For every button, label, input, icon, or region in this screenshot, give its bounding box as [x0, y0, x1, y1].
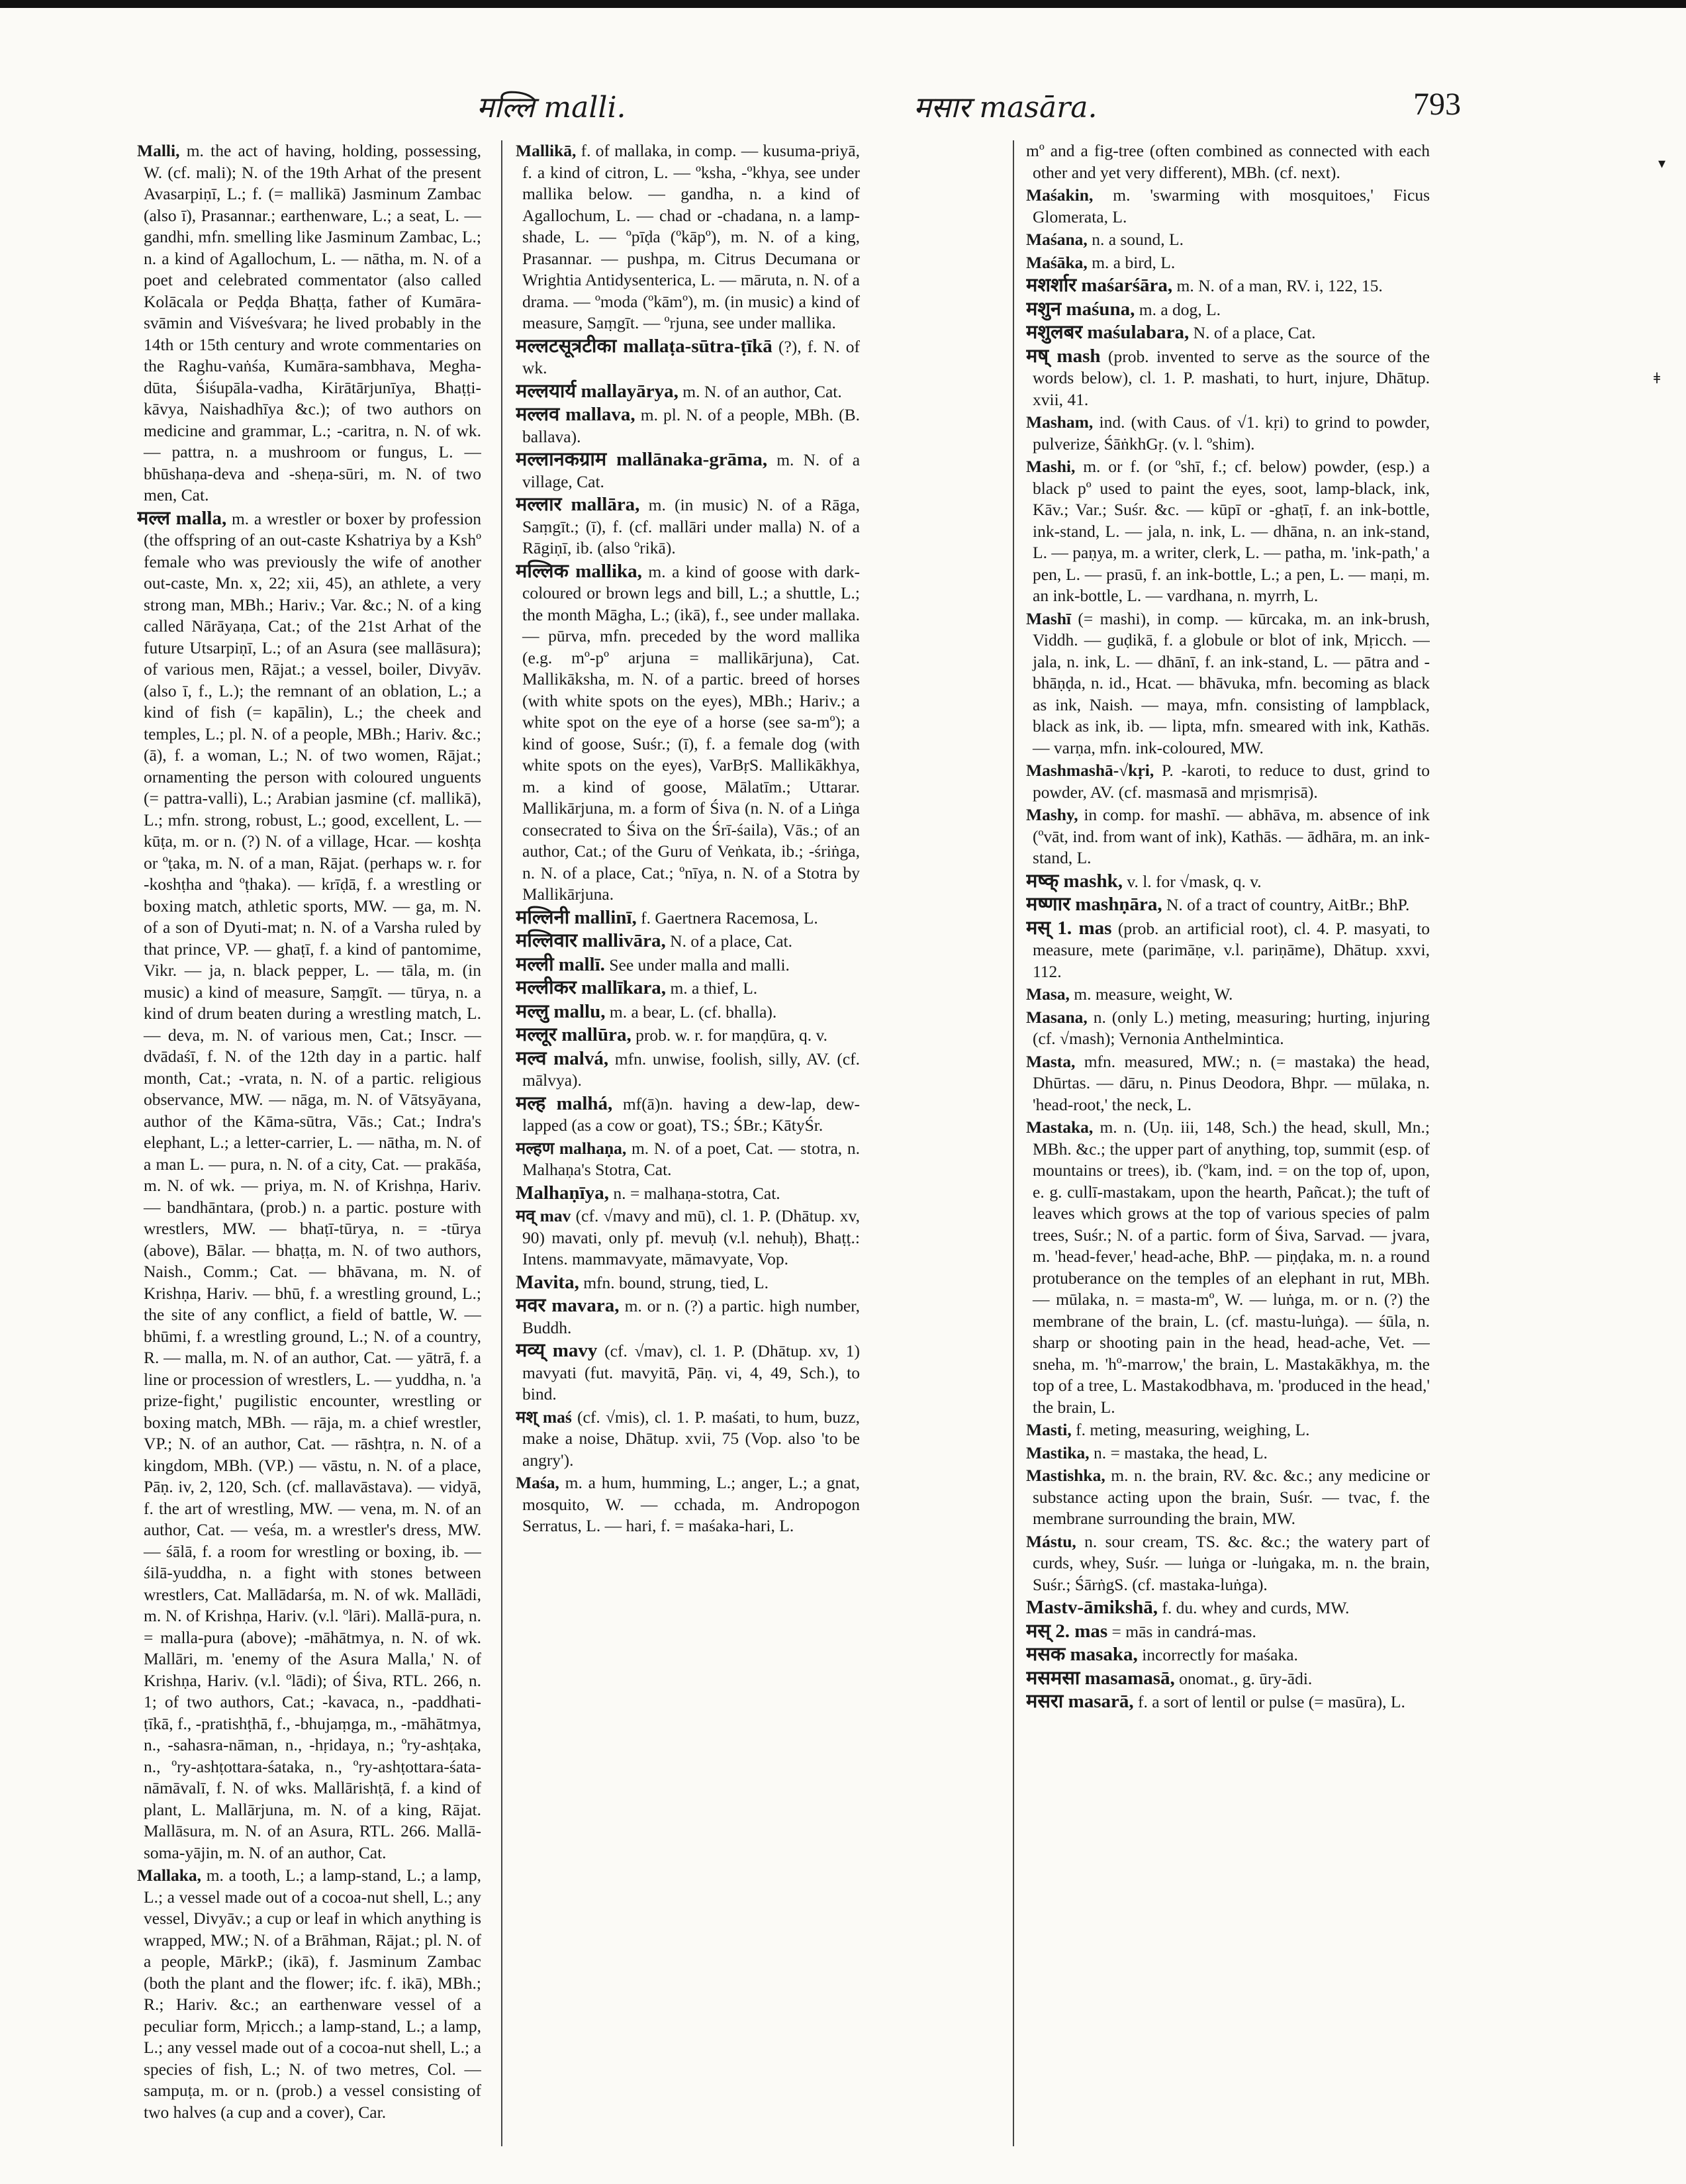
entry-headword: Malhaṇīya, [516, 1182, 609, 1204]
dictionary-entry [516, 140, 860, 334]
entry-headword: Mallikā, [516, 141, 577, 160]
dictionary-entry [1026, 1597, 1430, 1619]
entry-headword: मस् 1. mas [1026, 917, 1112, 939]
dictionary-entry [1026, 608, 1430, 759]
entry-headword: मस् 2. mas [1026, 1620, 1108, 1642]
column-1 [137, 140, 481, 2146]
dictionary-entry [1026, 760, 1430, 803]
entry-headword: मवर mavara, [516, 1295, 620, 1316]
dictionary-entry [516, 977, 860, 1000]
entry-definition: prob. w. r. for maṇḍūra, q. v. [635, 1025, 827, 1045]
dictionary-entry [516, 1340, 860, 1405]
dictionary-entry [137, 508, 481, 1864]
entry-headword: मल्लिनी mallinī, [516, 906, 637, 928]
entry-definition: f. of mallaka, in comp. — kusuma-priyā, f. a kind of citron, L. — ºksha, -ºkhya, see under mallika below. — gandha, n. a kind of Agallochum, L. — chad or -chadana, n. a lamp-shade, L. — ºpīḍa (ºkāpº), m. N. of a king, Prasannar. — pushpa, m. Citrus Decumana or Wrightia Antidysenterica, L. — māruta, n. N. of a drama. — ºmoda (ºkāmº), m. (in music) a kind of measure, Saṃgīt. — ºrjuna, see under mallika. [522, 141, 860, 332]
entry-definition: ind. (with Caus. of √1. kṛi) to grind to powder, pulverize, ŚāṅkhGṛ. (v. l. ºshim). [1033, 412, 1430, 453]
entry-headword: Masa, [1026, 984, 1070, 1004]
entry-definition: m. or n. (?) a partic. high number, Buddh. [522, 1296, 860, 1337]
entry-headword: मशुन maśuna, [1026, 298, 1135, 320]
entry-headword: Malli, [137, 141, 180, 160]
dictionary-entry [1026, 918, 1430, 983]
entry-definition: m. (in music) N. of a Rāga, Saṃgīt.; (ī), f. (cf. mallāri under malla) N. of a Rāgiṇī, ib. (also ºrikā). [522, 495, 860, 557]
entry-headword: Mástu, [1026, 1531, 1076, 1551]
entry-headword: मल्लानकग्राम mallānaka-grāma, [516, 449, 768, 470]
dictionary-entry [516, 449, 860, 493]
dictionary-entry [516, 1024, 860, 1047]
dictionary-entry [516, 1093, 860, 1137]
entry-headword: मल्लव mallava, [516, 404, 635, 425]
dictionary-entry [1026, 1007, 1430, 1050]
entry-definition: (?), f. N. of wk. [522, 336, 860, 377]
dictionary-entry [516, 1206, 860, 1270]
entry-definition: f. Gaertnera Racemosa, L. [641, 908, 818, 927]
page-number: 793 [1413, 87, 1461, 122]
entry-headword: Mashy, [1026, 805, 1078, 824]
dictionary-entry [1026, 871, 1430, 893]
entry-definition: (cf. √mav), cl. 1. P. (Dhātup. xv, 1) mavyati (fut. mavyitā, Pāṇ. vi, 4, 49, Sch.), to bind. [522, 1341, 860, 1403]
dictionary-entry [1026, 275, 1430, 297]
entry-definition: = mās in candrá-mas. [1111, 1621, 1256, 1641]
entry-definition: N. of a place, Cat. [1193, 323, 1316, 342]
entry-definition: onomat., g. ūry-ādi. [1179, 1668, 1313, 1688]
dictionary-entry [1026, 299, 1430, 321]
entry-headword: मल्ह malhá, [516, 1092, 613, 1114]
dictionary-entry [516, 1472, 860, 1537]
entry-headword: Masta, [1026, 1051, 1076, 1071]
dictionary-entry [516, 404, 860, 448]
entry-headword: Maśa, [516, 1473, 559, 1492]
dictionary-entry [1026, 322, 1430, 344]
scan-top-edge [0, 0, 1686, 8]
dictionary-entry [1026, 140, 1430, 183]
column-3 [1026, 140, 1430, 2146]
entry-headword: Maśana, [1026, 230, 1088, 249]
dictionary-entry [516, 561, 860, 906]
dictionary-entry [1026, 229, 1430, 251]
entry-definition: See under malla and malli. [609, 955, 790, 974]
entry-definition: n. = mastaka, the head, L. [1094, 1443, 1268, 1462]
entry-headword: मष् mash [1026, 345, 1101, 367]
column-2 [516, 140, 860, 2146]
entry-headword: मल्व malvá, [516, 1047, 609, 1069]
entry-definition: n. = malhaṇa-stotra, Cat. [613, 1183, 780, 1203]
entry-definition: m. n. the brain, RV. &c. &c.; any medicine or substance acting upon the brain, Suśr. — tvac, f. the membrane surrounding the brain, MW. [1033, 1466, 1430, 1528]
page-header [132, 86, 1461, 132]
entry-headword: मल्लूर mallūra, [516, 1024, 632, 1045]
entry-definition: f. a sort of lentil or pulse (= masūra), L. [1138, 1692, 1405, 1711]
dictionary-entry [516, 954, 860, 976]
entry-definition: m. or f. (or ºshī, f.; cf. below) powder, (esp.) a black pº used to paint the eyes, soot, lamp-black, ink, Kāv.; Var.; Suśr. &c. — kūpī or -ghaṭī, f. an ink-bottle, ink-stand, L. — jala, n. ink, L. — dhāna, n. an ink-stand, L. — paṇya, m. a writer, clerk, L. — patha, m. 'ink-path,' a pen, L. — prasū, f. an ink-bottle, L.; a pen, L. — maṇi, m. an ink-bottle, L. — vardhana, n. myrrh, L. [1033, 457, 1430, 605]
dictionary-entry [516, 1407, 860, 1472]
column-rule-1 [501, 140, 502, 2146]
entry-definition: m. a dog, L. [1139, 299, 1221, 319]
entry-definition: m. N. of a poet, Cat. — stotra, n. Malhaṇa's Stotra, Cat. [522, 1138, 860, 1179]
entry-definition: m. a bird, L. [1092, 252, 1176, 272]
dictionary-entry [1026, 1691, 1430, 1713]
entry-definition: mfn. measured, MW.; n. (= mastaka) the head, Dhūrtas. — dāru, n. Pinus Deodora, Bhpr. — mūlaka, n. 'head-root,' the neck, L. [1033, 1051, 1430, 1114]
dictionary-entry [516, 1001, 860, 1023]
entry-definition: m. N. of a village, Cat. [522, 450, 860, 491]
entry-headword: Mastika, [1026, 1443, 1090, 1462]
entry-definition: n. (only L.) meting, measuring; hurting, injuring (cf. √mash); Vernonia Anthelmintica. [1033, 1007, 1430, 1048]
entry-headword: Mavita, [516, 1271, 579, 1293]
entry-definition: (cf. √mis), cl. 1. P. maśati, to hum, buzz, make a noise, Dhātup. xvii, 75 (Vop. also 'to be angry'). [522, 1407, 860, 1470]
dictionary-entry [1026, 894, 1430, 916]
entry-headword: Mastaka, [1026, 1117, 1094, 1137]
entry-definition: f. du. whey and curds, MW. [1162, 1598, 1350, 1617]
running-head-left: मल्लि malli. [477, 91, 626, 124]
entry-headword: मल्लीकर mallīkara, [516, 977, 667, 998]
dictionary-entry [1026, 1668, 1430, 1690]
entry-headword: Mallaka, [137, 1866, 202, 1885]
entry-definition: n. a sound, L. [1092, 230, 1184, 249]
entry-definition: m. a tooth, L.; a lamp-stand, L.; a lamp, L.; a vessel made out of a cocoa-nut shell, L.; any vessel, Divyāv.; a cup or leaf in which anything is wrapped, MW.; N. of a Brāhman, Rājat.; pl. N. of a people, MārkP.; (ikā), f. Jasminum Zambac (both the plant and the flower; ifc. f. ikā), MBh.; R.; Hariv. &c.; an earthenware vessel of a peculiar form, Mṛicch.; a lamp-stand, L.; a lamp, L.; any vessel made out of a cocoa-nut shell, L.; a species of fish, L.; N. of two metres, Col. — sampuṭa, m. or n. (prob.) a vessel consisting of two halves (a cup and a cover), Car. [144, 1866, 481, 2122]
entry-definition: m. a bear, L. (cf. bhalla). [609, 1002, 777, 1021]
entry-headword: Masham, [1026, 412, 1094, 432]
running-head-center: मसार masāra. [913, 91, 1098, 124]
entry-headword: मल्ल malla, [137, 507, 227, 529]
entry-definition: m. measure, weight, W. [1074, 984, 1233, 1004]
dictionary-entry [516, 336, 860, 379]
entry-headword: Mashi, [1026, 457, 1076, 476]
dictionary-entry [1026, 804, 1430, 869]
dictionary-entry [1026, 1644, 1430, 1666]
entry-definition: P. -karoti, to reduce to dust, grind to powder, AV. (cf. masmasā and mṛismṛisā). [1033, 761, 1430, 802]
dictionary-entry [1026, 412, 1430, 455]
dictionary-entry [516, 381, 860, 403]
dictionary-entry [1026, 1621, 1430, 1643]
dictionary-entry [1026, 1465, 1430, 1530]
entry-headword: मश् maś [516, 1407, 572, 1427]
entry-definition: m. a wrestler or boxer by profession (the offspring of an out-caste Kshatriya by a Kshº female who was previously the wife of another out-caste, Mn. x, 22; xii, 45), an athlete, a very strong man, MBh.; Hariv.; Var. &c.; N. of a king called Nārāyaṇa, Cat.; of the 21st Arhat of the future Utsarpiṇī, L.; of an Asura (see mallāsura); of various men, Rājat.; a vessel, boiler, Divyāv. (also ī, f., L.); the remnant of an oblation, L.; a kind of fish (= kapālin), L.; the cheek and temples, L.; pl. N. of a people, MBh.; Hariv. &c.; (ā), f. a woman, L.; N. of two women, Rājat.; ornamenting the person with coloured unguents (= pattra-valli), L.; Arabian jasmine (cf. mallikā), L.; mfn. strong, robust, L.; good, excellent, L. — kūṭa, m. or n. (?) N. of a village, Hcar. — koshṭa or ºṭaka, m. N. of a man, Rājat. (perhaps w. r. for -koshṭha and ºṭhaka). — krīḍā, f. a wrestling or boxing match, athletic sports, MW. — ga, m. N. of a son of Dyuti-mat; n. N. of a Varsha ruled by that prince, VP. — ghaṭī, f. a kind of pantomime, Vikr. — ja, n. black pepper, L. — tāla, m. (in music) a kind of measure, Saṃgīt. — tūrya, n. a kind of drum beaten during a wrestling match, L. — deva, m. N. of various men, Cat.; Inscr. — dvādaśī, f. N. of the 12th day in a partic. half month, Cat.; -vrata, n. N. of a partic. religious observance, MW. — nāga, m. N. of Vātsyāyana, author of the Kāma-sūtra, Vās.; Cat.; Indra's elephant, L.; a letter-carrier, L. — nātha, m. N. of a man L. — pura, n. N. of a city, Cat. — prakāśa, m. N. of wk. — priya, m. N. of Krishṇa, Hariv. — bandhāntara, (prob.) n. a partic. posture with wrestlers, MW. — bhaṭī-tūrya, n. = -tūrya (above), Bālar. — bhaṭṭa, m. N. of two authors, Naish., Comm.; Cat. — bhāvana, m. N. of Krishṇa, Hariv. — bhū, f. a wrestling ground, L.; the site of any conflict, a field of battle, W. — bhūmi, f. a wrestling ground, L.; N. of a country, R. — malla, m. N. of an author, Cat. — yātrā, f. a line or procession of wrestlers, L. — yuddha, n. 'a prize-fight,' pugilistic encounter, wrestling or boxing match, MBh. — rāja, m. a chief wrestler, VP.; N. of an author, Cat. — rāshṭra, n. N. of a kingdom, MBh. (VP.) — vāstu, n. N. of a place, Pāṇ. iv, 2, 120, Sch. (cf. mallavāstava). — vidyā, f. the art of wrestling, MW. — vena, m. N. of an author, Cat. — veśa, m. a wrestler's dress, MW. — śālā, f. a room for wrestling or boxing, ib. — śilā-yuddha, n. a fight with stones between wrestlers, Cat. Mallādarśa, m. N. of wk. Mallādi, m. N. of Krishṇa, Hariv. (v.l. ºlāri). Mallā-pura, n. = malla-pura (above); -māhātmya, n. N. of wk. Mallāri, m. 'enemy of the Asura Malla,' N. of Krishṇa, Hariv. (v.l. ºlādi); of Śiva, RTL. 266, n. 1; of two authors, Cat.; -kavaca, n., -paddhati-ṭīkā, f., -pratishṭhā, f., -bhujaṃga, m., -māhātmya, n., -sahasra-nāman, n., -hṛidaya, n.; ºry-ashṭaka, n., ºry-ashṭottara-śataka, n., ºry-ashṭottara-śata-nāmāvalī, f. N. of wks. Mallārishṭā, f. a kind of plant, L. Mallārjuna, m. N. of a king, Rājat. Mallāsura, m. N. of an Asura, RTL. 266. Mallā-soma-yājin, m. N. of an author, Cat. [144, 508, 481, 1862]
entry-definition: N. of a place, Cat. [670, 931, 792, 951]
entry-definition: mfn. bound, strung, tied, L. [583, 1272, 769, 1292]
entry-headword: मशर्शार maśarśāra, [1026, 275, 1173, 296]
entry-headword: मल्लिवार mallivāra, [516, 930, 666, 951]
entry-headword: Mashmashā-√kṛi, [1026, 761, 1154, 780]
dictionary-entry [516, 907, 860, 929]
entry-definition: mº and a fig-tree (often combined as connected with each other and yet very different), MBh. (cf. next). [1026, 141, 1430, 182]
margin-mark: ǂ [1654, 371, 1661, 387]
entry-headword: मल्ली mallī. [516, 953, 605, 975]
entry-definition: m. 'swarming with mosquitoes,' Ficus Glomerata, L. [1033, 185, 1430, 226]
entry-headword: मल्लार mallāra, [516, 494, 640, 515]
dictionary-entry [516, 1272, 860, 1294]
column-rule-2 [1013, 140, 1014, 2146]
entry-headword: मशुलबर maśulabara, [1026, 322, 1190, 343]
dictionary-entry [1026, 1443, 1430, 1464]
entry-definition: (cf. √mavy and mū), cl. 1. P. (Dhātup. xv, 90) mavati, only pf. mevuḥ (v.l. nehuḥ), Bhaṭṭ.: Intens. mammavyate, māmavyate, Vop. [522, 1206, 860, 1268]
dictionary-entry [516, 1295, 860, 1339]
entry-headword: Masana, [1026, 1007, 1088, 1027]
entry-headword: Maśāka, [1026, 252, 1088, 272]
dictionary-entry [1026, 1531, 1430, 1596]
entry-definition: m. N. of a man, RV. i, 122, 15. [1176, 276, 1383, 295]
dictionary-entry [516, 1138, 860, 1181]
entry-definition: m. N. of an author, Cat. [682, 381, 842, 401]
entry-headword: Maśakin, [1026, 185, 1094, 205]
entry-definition: m. a thief, L. [670, 978, 758, 998]
entry-definition: (= mashi), in comp. — kūrcaka, m. an ink-brush, Viddh. — guḍikā, f. a globule or blot of ink, Mṛicch. — jala, n. ink, L. — dhānī, f. an ink-stand, L. — pātra and -bhāṇḍa, n. id., Hcat. — bhāvuka, mfn. becoming as black as ink, Naish. — maya, mfn. consisting of lampblack, black as ink, ib. — lipta, mfn. smeared with ink, Kathās. — varṇa, mfn. ink-coloured, MW. [1033, 608, 1430, 757]
entry-definition: m. a kind of goose with dark-coloured or brown legs and bill, L.; a shuttle, L.; the month Māgha, L.; (ikā), f., see under mallaka. — pūrva, mfn. preceded by the word mallika (e.g. mº-pº arjuna = mallikārjuna), Cat. Mallikāksha, m. N. of a partic. breed of horses (with white spots on the eyes), MBh.; Hariv.; a white spot on the eye of a horse (see sa-mº); a kind of goose, Suśr.; (ī), f. a female dog (with white spots on the eyes), VarBṛS. Mallikākhya, m. a kind of goose, Mālatīm.; Uttarar. Mallikārjuna, m. a form of Śiva (n. N. of a Liṅga consecrated to Śiva on the Śrī-śaila), Vās.; of an author, Cat.; of the Guru of Veṅkata, ib.; -śriṅga, n. N. of a place, Cat.; ºnīya, n. N. of a Stotra by Mallikārjuna. [522, 561, 860, 904]
entry-headword: मसरा masarā, [1026, 1691, 1134, 1712]
entry-definition: in comp. for mashī. — abhāva, m. absence of ink (ºvāt, ind. from want of ink), Kathās. — ādhāra, m. an ink-stand, L. [1033, 805, 1430, 867]
entry-headword: Mastishka, [1026, 1466, 1105, 1485]
dictionary-entry [1026, 1051, 1430, 1116]
entry-headword: मव्य् mavy [516, 1340, 598, 1361]
entry-definition: m. a hum, humming, L.; anger, L.; a gnat, mosquito, W. — cchada, m. Andropogon Serratus, L. — hari, f. = maśaka-hari, L. [522, 1473, 860, 1535]
entry-definition: (prob. invented to serve as the source of the words below), cl. 1. P. mashati, to hurt, injure, Dhātup. xvii, 41. [1033, 346, 1430, 409]
entry-definition: m. pl. N. of a people, MBh. (B. ballava). [522, 405, 860, 446]
entry-headword: मल्लिक mallika, [516, 560, 642, 582]
entry-headword: Masti, [1026, 1420, 1072, 1439]
entry-headword: मल्लटसूत्रटीका mallaṭa-sūtra-ṭīkā [516, 335, 773, 357]
entry-headword: मष्णार mashṇāra, [1026, 894, 1162, 915]
dictionary-entry [1026, 252, 1430, 274]
entry-definition: m. the act of having, holding, possessing, W. (cf. mali); N. of the 19th Arhat of the present Avasarpiṇī, L.; f. (= mallikā) Jasminum Zambac (also ī), Prasannar.; earthenware, L.; a seat, L. — gandhi, mfn. smelling like Jasminum Zambac, L.; n. a kind of Agallochum, L. — nātha, m. N. of a poet and celebrated commentator (also called Kolācala or Peḍḍa Bhaṭṭa, father of Kumāra-svāmin and Viśveśvara; he lived probably in the 14th or 15th century and wrote commentaries on the Raghu-vaṅśa, Kumāra-sambhava, Megha-dūta, Śiśupāla-vadha, Kirātārjunīya, Bhaṭṭi-kāvya, Naishadhīya &c.); of two authors on medicine and grammar, L.; -caritra, n. N. of wk. — pattra, n. a mushroom or fungus, L. — bhūshaṇa-deva and -sheṇa-sūri, m. N. of two men, Cat. [144, 141, 481, 504]
dictionary-entry [137, 1865, 481, 2123]
entry-headword: मव् mav [516, 1206, 571, 1225]
entry-definition: mf(ā)n. having a dew-lap, dew-lapped (as a cow or goat), TS.; ŚBr.; KātyŚr. [522, 1094, 860, 1135]
dictionary-entry [516, 494, 860, 559]
entry-headword: मल्हण malhaṇa, [516, 1138, 627, 1158]
dictionary-entry [516, 930, 860, 953]
entry-definition: v. l. for √mask, q. v. [1127, 871, 1262, 891]
entry-definition: m. n. (Uṇ. iii, 148, Sch.) the head, skull, Mn.; MBh. &c.; the upper part of anything, top, summit (esp. of mountains or trees), ib. (ºkam, ind. = on the top of, upon, e. g. cullī-mastakam, upon the hearth, Pañcat.); the tuft of leaves which grows at the top of various species of palm trees, Suśr.; N. of a partic. form of Śiva, Sarvad. — jvara, m. 'head-fever,' head-ache, BhP. — piṇḍaka, m. n. a round protuberance on the temples of an elephant in rut, MBh. — mūlaka, n. = masta-mº, W. — luṅga, m. or n. (?) the membrane of the brain, L. (cf. mastu-luṅga). — śūla, n. sharp or shooting pain in the head, head-ache, Vet. — sneha, m. 'hº-marrow,' the brain, L. Mastakākhya, m. the top of a tree, L. Mastakodbhava, m. 'produced in the head,' the brain, L. [1033, 1117, 1430, 1417]
dictionary-entry [1026, 984, 1430, 1006]
entry-definition: incorrectly for maśaka. [1142, 1645, 1298, 1664]
entry-headword: Mastv-āmikshā, [1026, 1597, 1158, 1618]
entry-headword: Mashī [1026, 608, 1072, 628]
dictionary-entry [516, 1048, 860, 1092]
entry-definition: f. meting, measuring, weighing, L. [1076, 1420, 1310, 1439]
entry-definition: (prob. an artificial root), cl. 4. P. masyati, to measure, mete (parimāṇe, v.l. pariṇāme), Dhātup. xxvi, 112. [1033, 918, 1430, 981]
dictionary-entry [137, 140, 481, 506]
entry-headword: मष्क् mashk, [1026, 870, 1123, 892]
dictionary-entry [1026, 185, 1430, 228]
entry-headword: मल्लु mallu, [516, 1000, 606, 1022]
entry-headword: मल्लयार्य mallayārya, [516, 380, 679, 402]
entry-headword: मसमसा masamasā, [1026, 1667, 1175, 1689]
dictionary-entry [1026, 1117, 1430, 1418]
dictionary-entry [516, 1182, 860, 1205]
margin-mark: ▾ [1658, 156, 1666, 172]
entry-headword: मसक masaka, [1026, 1644, 1138, 1665]
entry-definition: n. sour cream, TS. &c. &c.; the watery part of curds, whey, Suśr. — luṅga or -luṅgaka, m. n. the brain, Suśr.; ŚārṅgS. (cf. mastaka-luṅga). [1033, 1531, 1430, 1594]
entry-definition: N. of a tract of country, AitBr.; BhP. [1166, 895, 1410, 914]
entry-definition: mfn. unwise, foolish, silly, AV. (cf. mālvya). [522, 1049, 860, 1090]
dictionary-entry [1026, 456, 1430, 607]
dictionary-entry [1026, 1419, 1430, 1441]
dictionary-entry [1026, 346, 1430, 411]
